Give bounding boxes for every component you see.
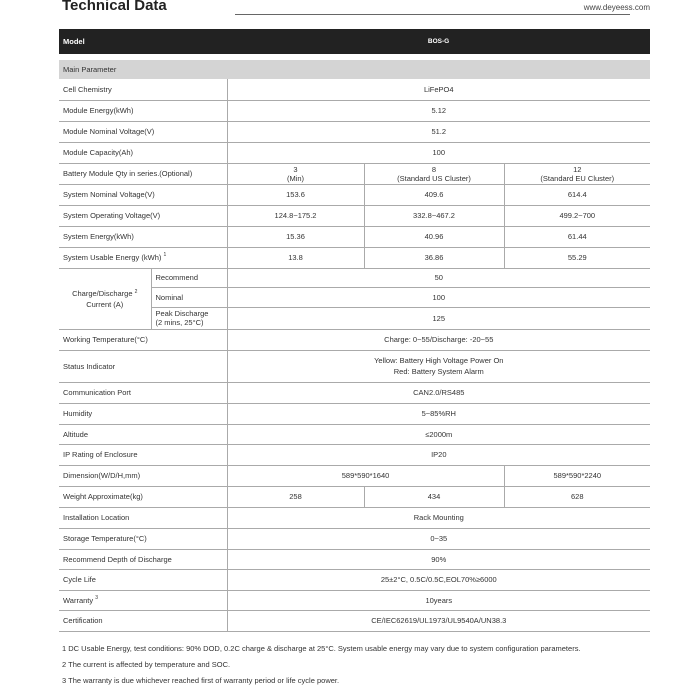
row-dimension: Dimension(W/D/H,mm) 589*590*1640 589*590*2240 xyxy=(59,465,650,486)
row-installation-location: Installation Location Rack Mounting xyxy=(59,507,650,528)
row-humidity: Humidity 5~85%RH xyxy=(59,403,650,424)
section-header: Main Parameter xyxy=(59,60,650,79)
row-warranty: Warranty $^3$ 10years xyxy=(59,590,650,610)
row-depth-of-discharge: Recommend Depth of Discharge 90% xyxy=(59,549,650,569)
row-charge-recommend: Charge/Discharge $^2$ Current (A) Recommend 50 xyxy=(59,268,650,287)
row-certification: Certification CE/IEC62619/UL1973/UL9540A/UN38.3 xyxy=(59,610,650,631)
row-system-energy: System Energy(kWh) 15.36 40.96 61.44 xyxy=(59,226,650,247)
row-module-capacity: Module Capacity(Ah) 100 xyxy=(59,142,650,163)
footnote: 3 The warranty is due whichever reached first of warranty period or life cycle power. xyxy=(62,676,340,685)
row-working-temp: Working Temperature(°C) Charge: 0~55/Discharge: -20~55 xyxy=(59,329,650,350)
footnote: 2 The current is affected by temperature and SOC. xyxy=(62,660,231,669)
row-module-voltage: Module Nominal Voltage(V) 51.2 xyxy=(59,121,650,142)
row-system-operating-voltage: System Operating Voltage(V) 124.8~175.2 332.8~467.2 499.2~700 xyxy=(59,205,650,226)
page-title: Technical Data xyxy=(62,0,167,14)
model-label: Model xyxy=(59,29,227,54)
row-altitude: Altitude ≤2000m xyxy=(59,424,650,444)
row-module-energy: Module Energy(kWh) 5.12 xyxy=(59,100,650,121)
row-ip-rating: IP Rating of Enclosure IP20 xyxy=(59,444,650,465)
website-url: www.deyeess.com xyxy=(583,3,650,12)
model-row xyxy=(59,29,650,54)
row-cell-chemistry: Cell Chemistry LiFePO4 xyxy=(59,79,650,100)
header-rule xyxy=(235,14,630,15)
row-cycle-life: Cycle Life 25±2°C, 0.5C/0.5C,EOL70%≥6000 xyxy=(59,569,650,590)
row-charge-nominal: Nominal 100 xyxy=(59,287,650,307)
row-communication-port: Communication Port CAN2.0/RS485 xyxy=(59,382,650,403)
row-system-nominal-voltage: System Nominal Voltage(V) 153.6 409.6 614.4 xyxy=(59,184,650,205)
footnote: 1 DC Usable Energy, test conditions: 90% DOD, 0.2C charge & discharge at 25°C. System usable energy may vary due to system configuration parameters. xyxy=(62,644,581,653)
page-header xyxy=(60,0,650,18)
row-weight: Weight Approximate(kg) 258 434 628 xyxy=(59,486,650,507)
charge-discharge-label: Charge/Discharge $^2$ Current (A) xyxy=(59,268,151,329)
model-value: BOS-G xyxy=(227,29,650,54)
row-module-qty: Battery Module Qty in series.(Optional) 3 (Min) 8 (Standard US Cluster) 12 (Standard EU Cluster) xyxy=(59,163,650,184)
row-status-indicator: Status Indicator Yellow: Battery High Voltage Power On Red: Battery System Alarm xyxy=(59,350,650,382)
row-storage-temp: Storage Temperature(°C) 0~35 xyxy=(59,528,650,549)
footnotes xyxy=(62,641,581,689)
row-system-usable-energy: System Usable Energy (kWh) $^1$ 13.8 36.86 55.29 xyxy=(59,247,650,268)
row-charge-peak: Peak Discharge (2 mins, 25°C) 125 xyxy=(59,307,650,329)
spec-table xyxy=(59,29,650,632)
